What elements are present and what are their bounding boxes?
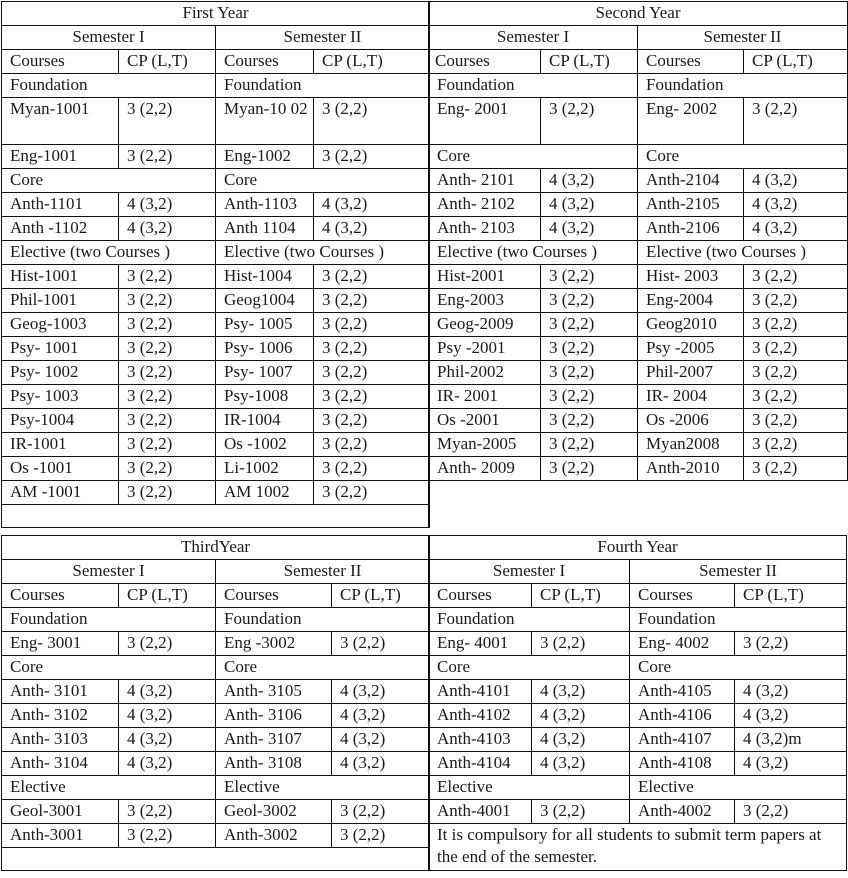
- fourth-year-table: [428, 535, 846, 871]
- credit-points: 4 (3,2): [735, 752, 847, 776]
- course-row: [2, 704, 430, 728]
- blank-row: [2, 505, 430, 528]
- course-row: [2, 752, 430, 776]
- credit-points: 3 (2,2): [735, 800, 847, 824]
- course-row: [2, 409, 430, 433]
- course-code: Anth-4001: [429, 800, 532, 824]
- year-title: ThirdYear: [2, 536, 430, 560]
- course-code: Anth- 3104: [2, 752, 119, 776]
- section-label: Foundation: [630, 608, 847, 632]
- credit-points: 3 (2,2): [119, 337, 216, 361]
- course-code: Myan-1001: [2, 98, 119, 145]
- credit-points: 4 (3,2): [332, 704, 430, 728]
- credit-points: 4 (3,2): [744, 217, 848, 241]
- credit-points: 3 (2,2): [119, 313, 216, 337]
- course-code: Anth- 3105: [216, 680, 332, 704]
- section-label: Elective (two Courses ): [216, 241, 430, 265]
- course-code: Anth- 2103: [429, 217, 541, 241]
- credit-points: 4 (3,2): [314, 217, 430, 241]
- year-title: Fourth Year: [429, 536, 847, 560]
- credit-points: 3 (2,2): [314, 98, 430, 145]
- courses-header: Courses: [429, 584, 532, 608]
- credit-points: 3 (2,2): [119, 457, 216, 481]
- credit-points: 3 (2,2): [541, 313, 638, 337]
- section-label: Core: [216, 656, 430, 680]
- course-row: [429, 385, 848, 409]
- credit-points: 4 (3,2): [532, 752, 630, 776]
- credit-points: 3 (2,2): [744, 457, 848, 481]
- credit-points: 4 (3,2): [119, 752, 216, 776]
- cp-header: CP (L,T): [314, 50, 430, 74]
- credit-points: 4 (3,2): [332, 752, 430, 776]
- credit-points: 3 (2,2): [119, 289, 216, 313]
- credit-points: 4 (3,2): [314, 193, 430, 217]
- credit-points: 3 (2,2): [332, 632, 430, 656]
- course-row: [429, 217, 848, 241]
- course-row: [2, 433, 430, 457]
- course-code: Eng-2004: [638, 289, 744, 313]
- credit-points: 3 (2,2): [541, 409, 638, 433]
- section-label: Foundation: [638, 74, 848, 98]
- credit-points: 3 (2,2): [744, 337, 848, 361]
- course-row: [429, 265, 848, 289]
- credit-points: 3 (2,2): [744, 409, 848, 433]
- course-code: Eng-1001: [2, 145, 119, 169]
- blank-row: [429, 481, 848, 528]
- section-label: Foundation: [2, 608, 216, 632]
- credit-points: 3 (2,2): [532, 632, 630, 656]
- credit-points: 3 (2,2): [744, 98, 848, 145]
- course-code: Psy- 1007: [216, 361, 314, 385]
- course-code: Myan-2005: [429, 433, 541, 457]
- cp-header: CP (L,T): [332, 584, 430, 608]
- course-code: Anth- 2101: [429, 169, 541, 193]
- course-row: [2, 385, 430, 409]
- section-label: Elective: [216, 776, 430, 800]
- section-label: Core: [216, 169, 430, 193]
- course-code: Anth- 3106: [216, 704, 332, 728]
- semester-title: Semester I: [2, 26, 216, 50]
- credit-points: 4 (3,2): [735, 680, 847, 704]
- course-row: [429, 289, 848, 313]
- credit-points: 4 (3,2): [119, 217, 216, 241]
- credit-points: 3 (2,2): [119, 800, 216, 824]
- credit-points: 3 (2,2): [119, 433, 216, 457]
- course-code: Eng- 4001: [429, 632, 532, 656]
- course-row: [429, 752, 847, 776]
- semester-title: Semester II: [216, 560, 430, 584]
- credit-points: 3 (2,2): [314, 433, 430, 457]
- credit-points: 3 (2,2): [119, 98, 216, 145]
- credit-points: 4 (3,2): [332, 680, 430, 704]
- course-code: Phil-1001: [2, 289, 119, 313]
- section-label: Elective (two Courses ): [2, 241, 216, 265]
- course-code: Geol-3001: [2, 800, 119, 824]
- course-code: Psy- 1001: [2, 337, 119, 361]
- course-code: Hist-1004: [216, 265, 314, 289]
- course-code: AM 1002: [216, 481, 314, 505]
- course-code: Phil-2007: [638, 361, 744, 385]
- course-row: [429, 409, 848, 433]
- section-label: Foundation: [429, 608, 630, 632]
- course-row: [429, 433, 848, 457]
- course-row: [2, 361, 430, 385]
- credit-points: 3 (2,2): [314, 265, 430, 289]
- credit-points: 3 (2,2): [744, 433, 848, 457]
- credit-points: 4 (3,2): [541, 169, 638, 193]
- section-label: Core: [429, 656, 630, 680]
- course-code: Anth-1103: [216, 193, 314, 217]
- section-label: Foundation: [2, 74, 216, 98]
- cp-header: CP (L,T): [119, 584, 216, 608]
- credit-points: 3 (2,2): [541, 289, 638, 313]
- course-row: [429, 361, 848, 385]
- credit-points: 3 (2,2): [314, 361, 430, 385]
- section-label: Core: [638, 145, 848, 169]
- section-label: Foundation: [429, 74, 638, 98]
- credit-points: 4 (3,2): [119, 680, 216, 704]
- credit-points: 3 (2,2): [541, 433, 638, 457]
- credit-points: 3 (2,2): [332, 824, 430, 848]
- credit-points: 3 (2,2): [744, 289, 848, 313]
- credit-points: 3 (2,2): [541, 457, 638, 481]
- credit-points: 3 (2,2): [332, 800, 430, 824]
- credit-points: 3 (2,2): [744, 265, 848, 289]
- credit-points: 3 (2,2): [119, 385, 216, 409]
- credit-points: 4 (3,2)m: [735, 728, 847, 752]
- cp-header: CP (L,T): [119, 50, 216, 74]
- course-code: Myan2008: [638, 433, 744, 457]
- course-row: [2, 265, 430, 289]
- section-label: Elective (two Courses ): [638, 241, 848, 265]
- course-code: Anth-4101: [429, 680, 532, 704]
- semester-title: Semester I: [2, 560, 216, 584]
- credit-points: 3 (2,2): [119, 145, 216, 169]
- section-label: Elective: [2, 776, 216, 800]
- course-code: Hist-2001: [429, 265, 541, 289]
- cp-header: CP (L,T): [744, 50, 848, 74]
- credit-points: 3 (2,2): [314, 481, 430, 505]
- credit-points: 3 (2,2): [532, 800, 630, 824]
- course-row: [2, 680, 430, 704]
- course-code: Geog-2009: [429, 313, 541, 337]
- credit-points: 4 (3,2): [735, 704, 847, 728]
- semester-title: Semester I: [429, 26, 638, 50]
- credit-points: 3 (2,2): [119, 265, 216, 289]
- year-title: First Year: [2, 2, 430, 26]
- credit-points: 3 (2,2): [314, 337, 430, 361]
- course-code: Eng- 3001: [2, 632, 119, 656]
- course-code: Anth-2010: [638, 457, 744, 481]
- course-code: Anth-4106: [630, 704, 735, 728]
- course-code: Anth-4107: [630, 728, 735, 752]
- credit-points: 3 (2,2): [744, 313, 848, 337]
- course-code: Os -2006: [638, 409, 744, 433]
- credit-points: 3 (2,2): [314, 145, 430, 169]
- course-code: AM -1001: [2, 481, 119, 505]
- blank-row: [2, 848, 430, 871]
- course-code: Hist-1001: [2, 265, 119, 289]
- course-code: IR-1004: [216, 409, 314, 433]
- credit-points: 4 (3,2): [119, 728, 216, 752]
- credit-points: 4 (3,2): [119, 704, 216, 728]
- course-code: Eng- 4002: [630, 632, 735, 656]
- section-label: Elective: [429, 776, 630, 800]
- course-code: Anth-2104: [638, 169, 744, 193]
- course-code: Eng- 2001: [429, 98, 541, 145]
- section-label: Core: [2, 169, 216, 193]
- credit-points: 4 (3,2): [541, 217, 638, 241]
- course-code: Anth-4105: [630, 680, 735, 704]
- course-code: Psy- 1005: [216, 313, 314, 337]
- credit-points: 3 (2,2): [314, 457, 430, 481]
- courses-header: Courses: [2, 50, 119, 74]
- credit-points: 4 (3,2): [744, 193, 848, 217]
- course-row: [429, 800, 847, 824]
- credit-points: 3 (2,2): [744, 385, 848, 409]
- cp-header: CP (L,T): [541, 50, 638, 74]
- courses-header: Courses: [216, 50, 314, 74]
- course-code: Anth- 2009: [429, 457, 541, 481]
- credit-points: 4 (3,2): [532, 704, 630, 728]
- credit-points: 4 (3,2): [332, 728, 430, 752]
- section-label: Core: [630, 656, 847, 680]
- course-row: [429, 704, 847, 728]
- section-label: Elective: [630, 776, 847, 800]
- course-row: [429, 337, 848, 361]
- credit-points: 3 (2,2): [314, 409, 430, 433]
- credit-points: 4 (3,2): [744, 169, 848, 193]
- course-code: Anth- 3102: [2, 704, 119, 728]
- course-code: Psy- 1006: [216, 337, 314, 361]
- credit-points: 3 (2,2): [541, 385, 638, 409]
- credit-points: 3 (2,2): [314, 313, 430, 337]
- credit-points: 3 (2,2): [541, 337, 638, 361]
- courses-header: Courses: [638, 50, 744, 74]
- first-year-table: [1, 1, 429, 528]
- course-code: Anth-3002: [216, 824, 332, 848]
- course-code: Anth- 3108: [216, 752, 332, 776]
- course-code: Anth-2106: [638, 217, 744, 241]
- course-code: Anth- 3101: [2, 680, 119, 704]
- course-code: Os -2001: [429, 409, 541, 433]
- course-code: Phil-2002: [429, 361, 541, 385]
- courses-header: Courses: [2, 584, 119, 608]
- credit-points: 3 (2,2): [314, 385, 430, 409]
- semester-title: Semester II: [638, 26, 848, 50]
- course-code: Anth-1101: [2, 193, 119, 217]
- course-code: Eng- 2002: [638, 98, 744, 145]
- credit-points: 3 (2,2): [119, 824, 216, 848]
- credit-points: 3 (2,2): [541, 98, 638, 145]
- course-code: Li-1002: [216, 457, 314, 481]
- credit-points: 3 (2,2): [541, 265, 638, 289]
- course-code: Geol-3002: [216, 800, 332, 824]
- credit-points: 3 (2,2): [119, 409, 216, 433]
- course-row: [2, 800, 430, 824]
- course-code: Psy -2001: [429, 337, 541, 361]
- course-code: Psy -2005: [638, 337, 744, 361]
- course-code: IR- 2001: [429, 385, 541, 409]
- section-label: Foundation: [216, 608, 430, 632]
- course-code: Hist- 2003: [638, 265, 744, 289]
- section-label: Core: [429, 145, 638, 169]
- course-code: Myan-10 02: [216, 98, 314, 145]
- courses-header: Courses: [216, 584, 332, 608]
- course-code: Anth 1104: [216, 217, 314, 241]
- course-row: [2, 824, 430, 848]
- course-code: Eng -3002: [216, 632, 332, 656]
- course-code: IR- 2004: [638, 385, 744, 409]
- course-row: [2, 728, 430, 752]
- credit-points: 3 (2,2): [314, 289, 430, 313]
- term-paper-note: It is compulsory for all students to submit term papers at the end of the semester.: [429, 824, 847, 871]
- course-row: [429, 728, 847, 752]
- section-label: Core: [2, 656, 216, 680]
- course-code: Anth- 2102: [429, 193, 541, 217]
- course-row: [429, 193, 848, 217]
- course-code: Anth- 3103: [2, 728, 119, 752]
- course-code: Eng-1002: [216, 145, 314, 169]
- course-code: Os -1001: [2, 457, 119, 481]
- credit-points: 3 (2,2): [735, 632, 847, 656]
- credit-points: 3 (2,2): [119, 361, 216, 385]
- cp-header: CP (L,T): [735, 584, 847, 608]
- course-code: Geog2010: [638, 313, 744, 337]
- semester-title: Semester II: [216, 26, 430, 50]
- course-code: Anth- 3107: [216, 728, 332, 752]
- semester-title: Semester I: [429, 560, 630, 584]
- course-row: [2, 313, 430, 337]
- course-code: Anth -1102: [2, 217, 119, 241]
- credit-points: 4 (3,2): [541, 193, 638, 217]
- course-row: [2, 289, 430, 313]
- courses-header: Courses: [429, 50, 541, 74]
- credit-points: 4 (3,2): [119, 193, 216, 217]
- course-code: Psy- 1002: [2, 361, 119, 385]
- cp-header: CP (L,T): [532, 584, 630, 608]
- course-code: Anth-4104: [429, 752, 532, 776]
- course-code: IR-1001: [2, 433, 119, 457]
- course-code: Anth-4103: [429, 728, 532, 752]
- course-row: [2, 481, 430, 505]
- third-year-table: [1, 535, 429, 871]
- course-code: Geog-1003: [2, 313, 119, 337]
- course-code: Anth-4002: [630, 800, 735, 824]
- course-code: Geog1004: [216, 289, 314, 313]
- course-code: Eng-2003: [429, 289, 541, 313]
- course-code: Anth-4102: [429, 704, 532, 728]
- courses-header: Courses: [630, 584, 735, 608]
- credit-points: 3 (2,2): [119, 632, 216, 656]
- course-code: Anth-3001: [2, 824, 119, 848]
- credit-points: 3 (2,2): [119, 481, 216, 505]
- course-row: [429, 680, 847, 704]
- course-row: [2, 337, 430, 361]
- course-code: Psy-1004: [2, 409, 119, 433]
- course-code: Anth-2105: [638, 193, 744, 217]
- second-year-table: [428, 1, 847, 527]
- semester-title: Semester II: [630, 560, 847, 584]
- section-label: Foundation: [216, 74, 430, 98]
- year-title: Second Year: [429, 2, 848, 26]
- course-code: Os -1002: [216, 433, 314, 457]
- credit-points: 4 (3,2): [532, 680, 630, 704]
- credit-points: 4 (3,2): [532, 728, 630, 752]
- credit-points: 3 (2,2): [744, 361, 848, 385]
- course-row: [429, 313, 848, 337]
- course-code: Psy-1008: [216, 385, 314, 409]
- course-code: Psy- 1003: [2, 385, 119, 409]
- credit-points: 3 (2,2): [541, 361, 638, 385]
- course-row: [429, 457, 848, 481]
- course-code: Anth-4108: [630, 752, 735, 776]
- course-row: [2, 457, 430, 481]
- section-label: Elective (two Courses ): [429, 241, 638, 265]
- course-row: [429, 169, 848, 193]
